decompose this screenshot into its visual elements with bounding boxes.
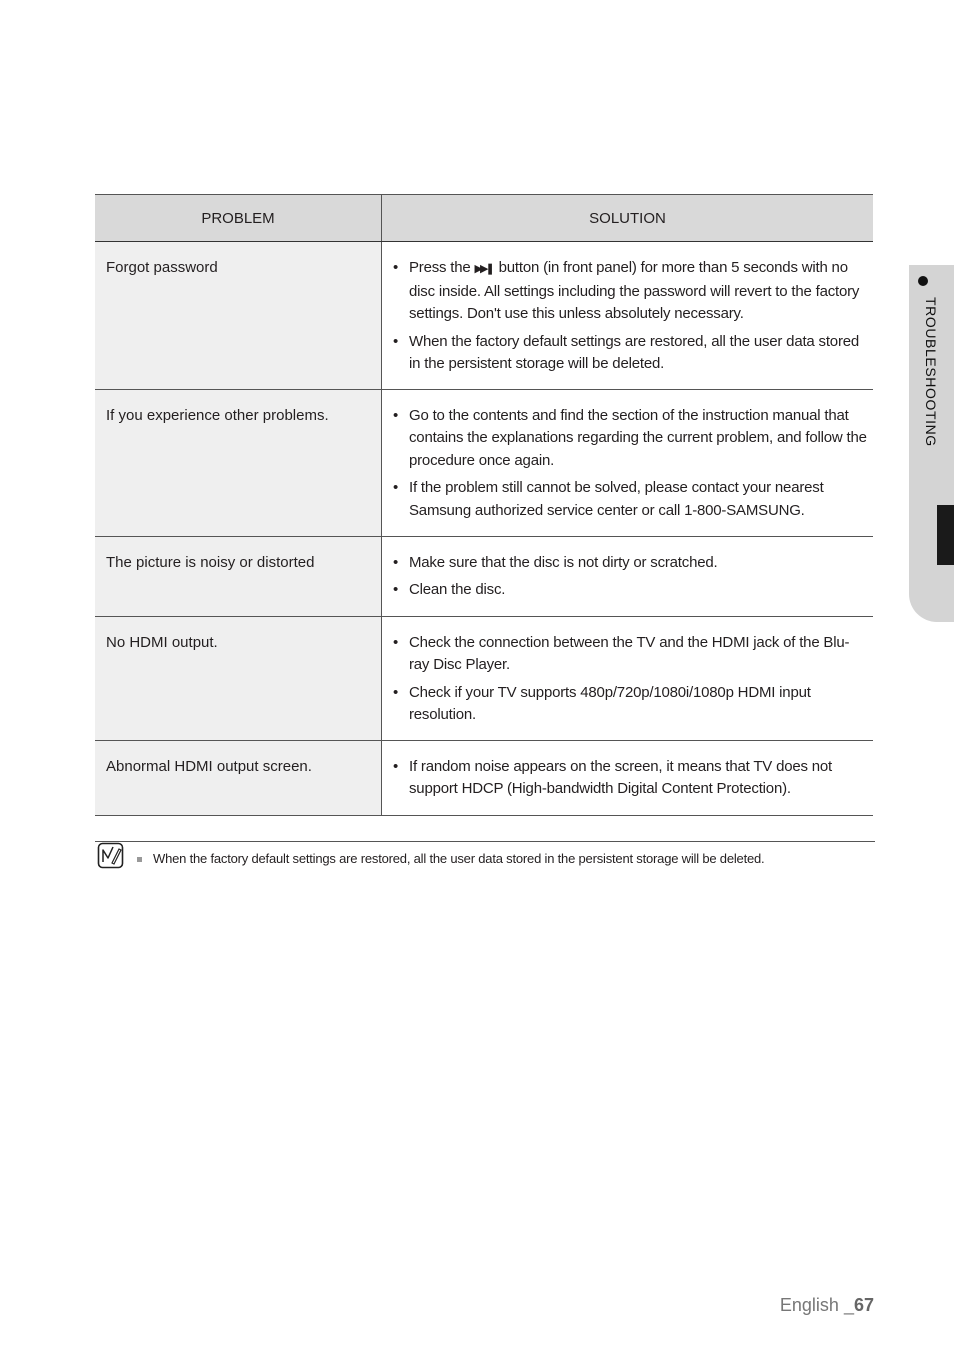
solution-item: • If random noise appears on the screen, it means that TV does not support HDCP (High-bandwidth Digital Content Protection).: [392, 756, 869, 801]
table-row: [95, 536, 873, 616]
solution-cell: [382, 740, 874, 815]
solution-cell: [382, 242, 874, 390]
problem-cell: Abnormal HDMI output screen.: [95, 740, 382, 815]
table-row: [95, 242, 873, 390]
page-number-value: 67: [853, 1295, 874, 1315]
table-header-row: [95, 195, 873, 242]
solution-item: • If the problem still cannot be solved, please contact your nearest Samsung authorized service center or call 1-800-SAMSUNG.: [392, 477, 869, 522]
note-divider: [95, 841, 875, 842]
solution-cell: [382, 616, 874, 740]
solution-item: • Go to the contents and find the section of the instruction manual that contains the explanations regarding the current problem, and follow the procedure once again.: [392, 405, 869, 473]
problem-cell: The picture is noisy or distorted: [95, 536, 382, 616]
solution-cell: [382, 536, 874, 616]
problem-column-header: PROBLEM: [95, 195, 382, 242]
solution-column-header: SOLUTION: [382, 195, 874, 242]
note-bullet: [137, 857, 142, 862]
solution-cell: [382, 389, 874, 536]
problem-cell: Forgot password: [95, 242, 382, 390]
solution-item: • Check the connection between the TV and the HDMI jack of the Blu-ray Disc Player.: [392, 632, 869, 677]
solution-item: • Clean the disc.: [392, 579, 869, 602]
note-pencil-icon: [97, 842, 124, 869]
solution-item: • Check if your TV supports 480p/720p/1080i/1080p HDMI input resolution.: [392, 682, 869, 727]
table-row: [95, 740, 873, 815]
side-tab-marker: [937, 505, 954, 565]
solution-text-after: button (in front panel) for more than 5 seconds with no disc inside. All settings including the password will revert to the factory settings. Don't use this unless absolutely necessary.: [409, 259, 860, 322]
table-row: [95, 389, 873, 536]
table-row: [95, 616, 873, 740]
skip-forward-icon: ▶▶❚: [474, 263, 492, 275]
section-label: TROUBLESHOOTING: [923, 297, 939, 447]
page-number: [780, 1295, 874, 1316]
solution-item: • When the factory default settings are restored, all the user data stored in the persistent storage will be deleted.: [392, 331, 869, 376]
solution-text-before: Press the: [409, 259, 471, 276]
solution-item: • Make sure that the disc is not dirty or scratched.: [392, 552, 869, 575]
problem-cell: No HDMI output.: [95, 616, 382, 740]
side-tab-bullet: [918, 276, 928, 286]
problem-cell: If you experience other problems.: [95, 389, 382, 536]
note-text: When the factory default settings are restored, all the user data stored in the persistent storage will be deleted.: [153, 851, 765, 866]
solution-item: [392, 257, 869, 326]
page-language: English _: [779, 1295, 854, 1315]
troubleshooting-table: [95, 194, 873, 816]
